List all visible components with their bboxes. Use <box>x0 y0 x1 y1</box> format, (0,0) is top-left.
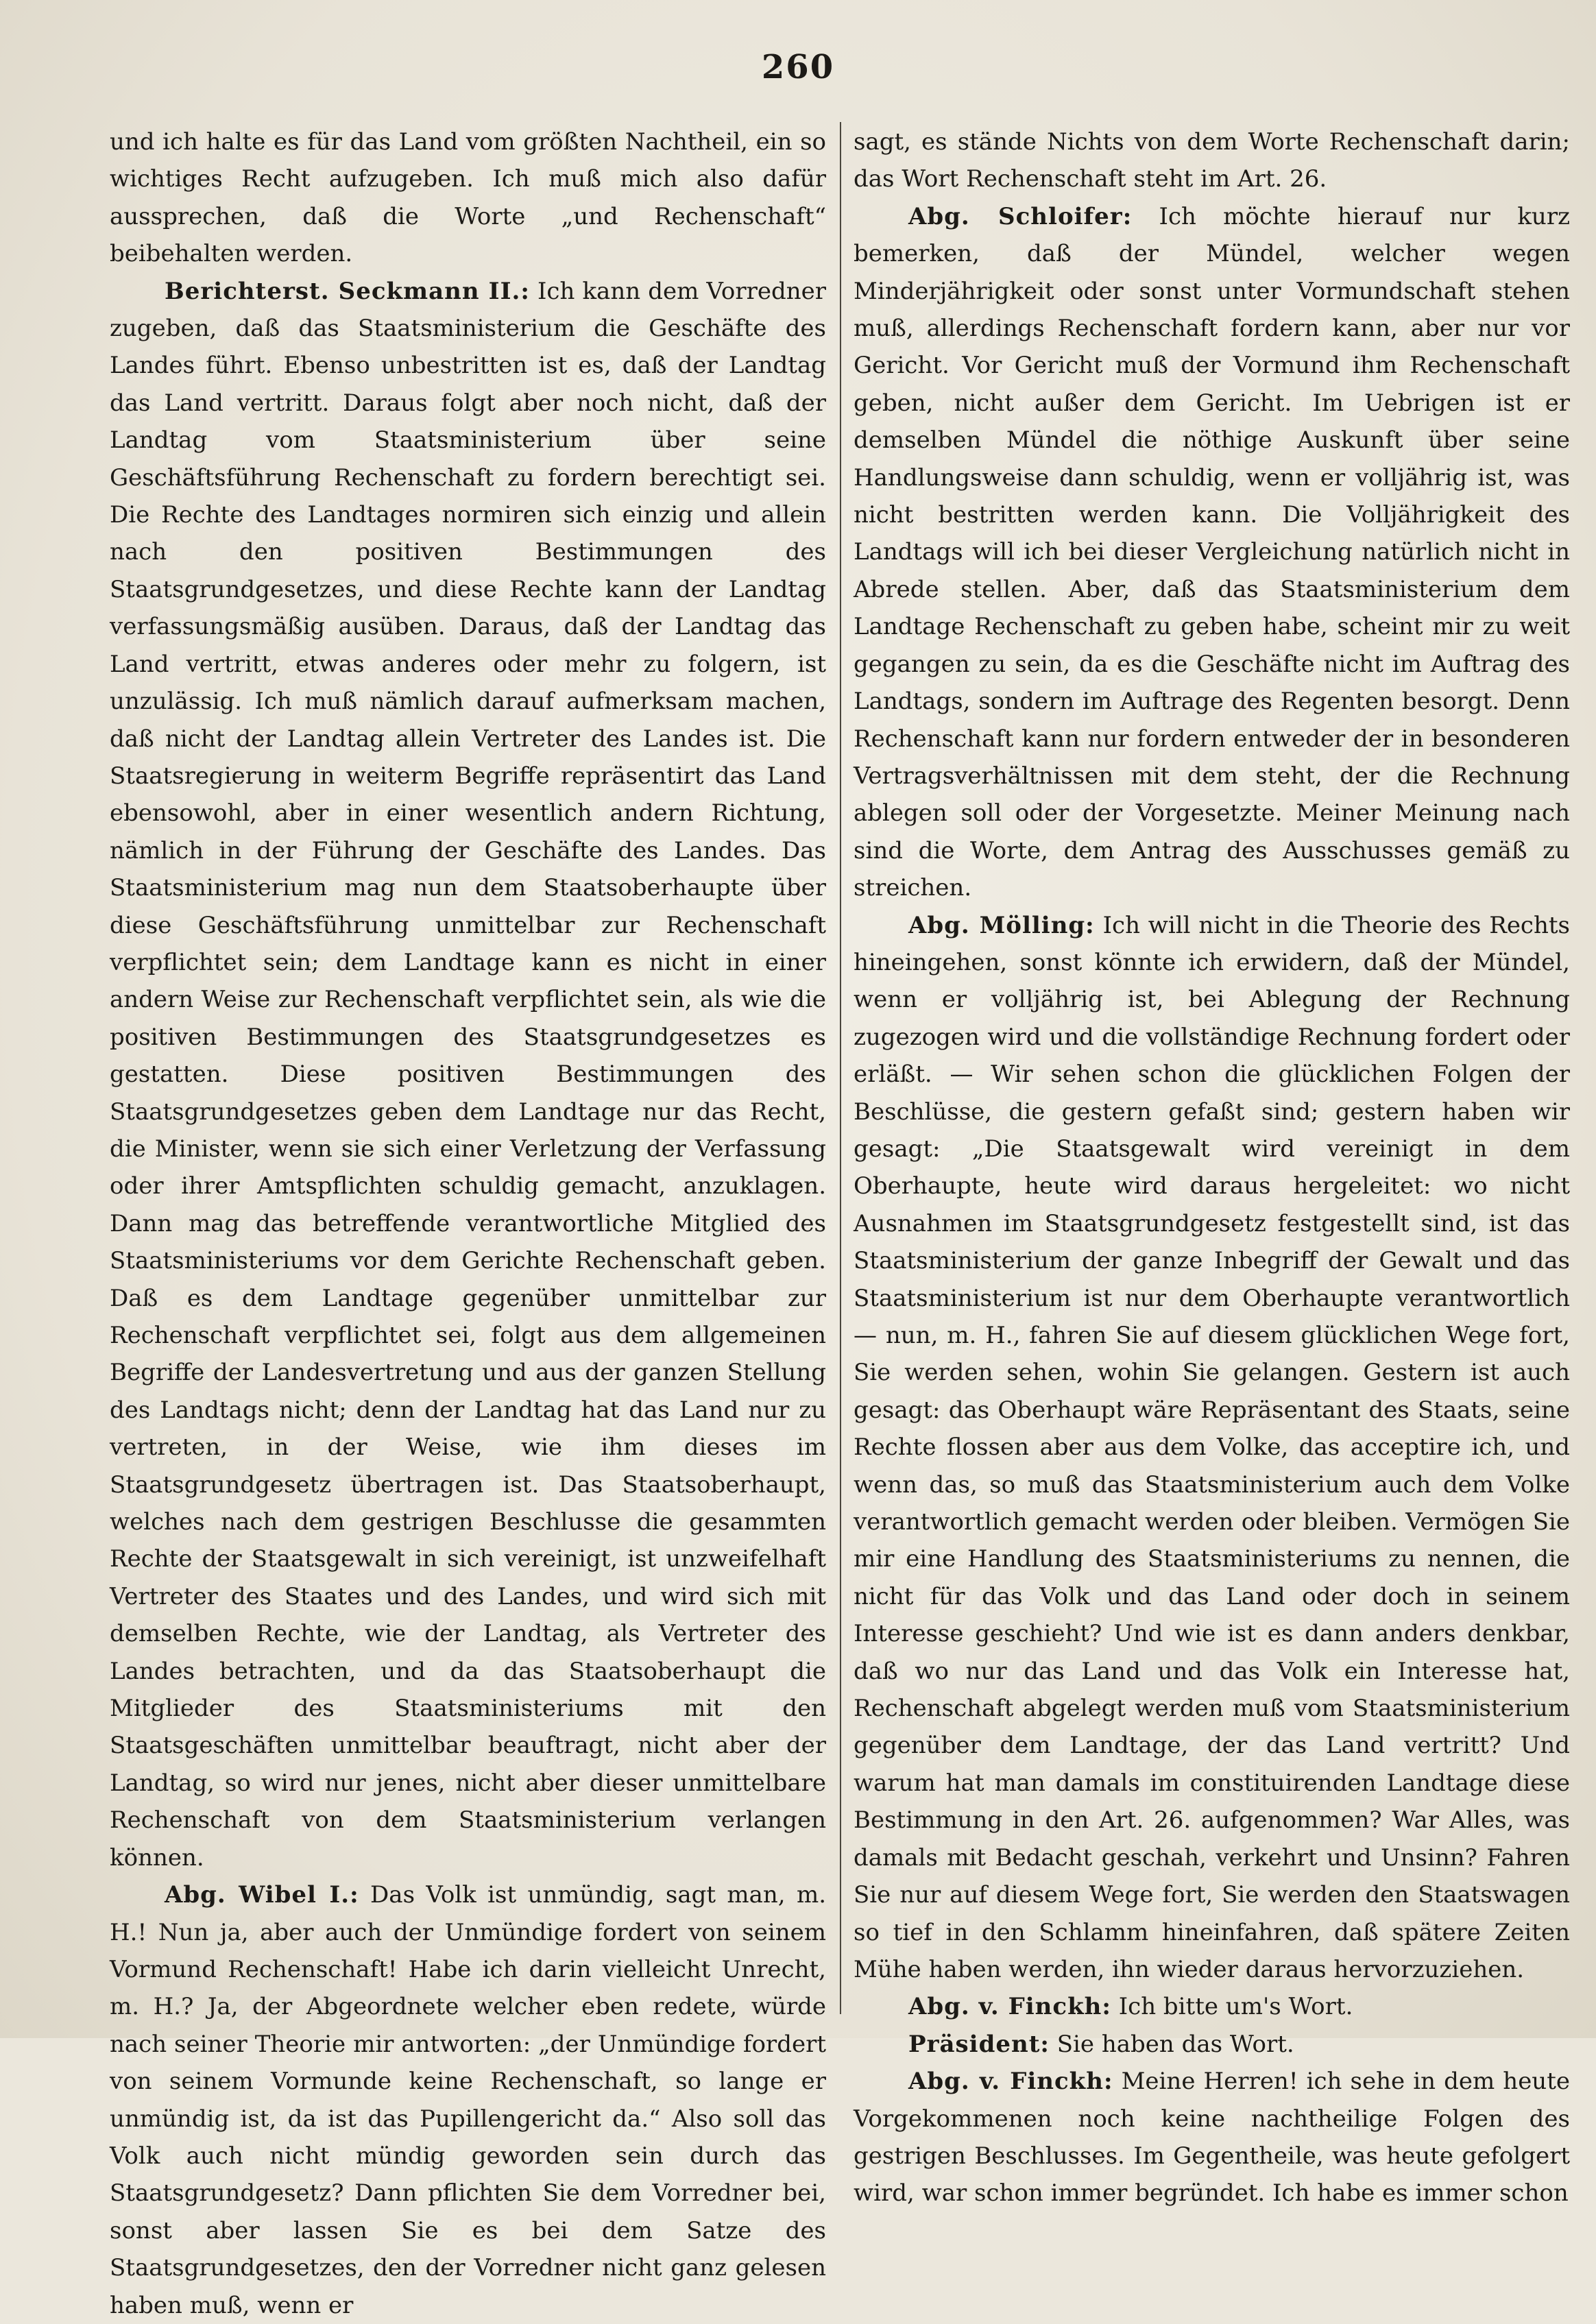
paragraph-text: Ich will nicht in die Theorie des Rechts hineingehen, sonst könnte ich erwidern, daß der Mündel, wenn er volljährig ist, bei Ablegung der Rechnung zugezogen wird und die vollständige Rechnung fordert oder erläßt. — Wir sehen schon die glücklichen Folgen der Beschlüsse, die gestern gefaßt sind; gestern haben wir gesagt: „Die Staatsgewalt wird vereinigt in dem Oberhaupte, heute wird daraus hergeleitet: wo nicht Ausnahmen im Staatsgrundgesetz festgestellt sind, ist das Staatsministerium der ganze Inbegriff der Gewalt und das Staatsministerium ist nur dem Oberhaupte verantwortlich — nun, m. H., fahren Sie auf diesem glücklichen Wege fort, Sie werden sehen, wohin Sie gelangen. Gestern ist auch gesagt: das Oberhaupt wäre Repräsentant des Staats, seine Rechte flossen aber aus dem Volke, das acceptire ich, und wenn das, so muß das Staatsministerium auch dem Volke verantwortlich gemacht werden oder bleiben. Vermögen Sie mir eine Handlung des Staatsministeriums zu nennen, die nicht für das Volk und das Land oder doch in seinem Interesse geschieht? Und wie ist es dann anders denkbar, daß wo nur das Land und das Volk ein Interesse hat, Rechenschaft abgelegt werden muß vom Staatsministerium gegenüber dem Landtage, der das Land vertritt? Und warum hat man damals im constituirenden Landtage diese Bestimmung in den Art. 26. aufgenommen? War Alles, was damals mit Bedacht geschah, verkehrt und Unsinn? Fahren Sie nur auf diesem Wege fort, Sie werden den Staatswagen so tief in den Schlamm hineinfahren, daß spätere Zeiten Mühe haben werden, ihn wieder daraus hervorzuziehen. <box>854 911 1570 1983</box>
paragraph-text: Ich möchte hierauf nur kurz bemerken, daß der Mündel, welcher wegen Minderjährigkeit oder sonst unter Vormundschaft stehen muß, allerdings Rechenschaft fordern kann, aber nur vor Gericht. Vor Gericht muß der Vormund ihm Rechenschaft geben, nicht außer dem Gericht. Im Uebrigen ist er demselben Mündel die nöthige Auskunft über seine Handlungsweise dann schuldig, wenn er volljährig ist, was nicht bestritten werden kann. Die Volljährigkeit des Landtags will ich bei dieser Vergleichung natürlich nicht in Abrede stellen. Aber, daß das Staatsministerium dem Landtage Rechenschaft zu geben habe, scheint mir zu weit gegangen zu sein, da es die Geschäfte nicht im Auftrag des Landtags, sondern im Auftrage des Regenten besorgt. Denn Rechenschaft kann nur fordern entweder der in besonderen Vertragsverhältnissen mit dem steht, der die Rechnung ablegen soll oder der Vorgesetzte. Meiner Meinung nach sind die Worte, dem Antrag des Ausschusses gemäß zu streichen. <box>854 202 1570 902</box>
paragraph-text: Das Volk ist unmündig, sagt man, m. H.! Nun ja, aber auch der Unmündige fordert von seinem Vormund Rechenschaft! Habe ich darin vielleicht Unrecht, m. H.? Ja, der Abgeordnete welcher eben redete, würde nach seiner Theorie mir antworten: „der Unmündige fordert von seinem Vormunde keine Rechenschaft, so lange er unmündig ist, da ist das Pupillengericht da.“ Also soll das Volk auch nicht mündig geworden sein durch das Staatsgrundgesetz? Dann pflichten Sie dem Vorredner bei, sonst aber lassen Sie es bei dem Satze des Staatsgrundgesetzes, den der Vorredner nicht ganz gelesen haben muß, wenn er <box>110 1881 827 2319</box>
speaker-name: Abg. Mölling: <box>908 911 1095 939</box>
paragraph-text: Meine Herren! ich sehe in dem heute Vorgekommenen noch keine nachtheilige Folgen des gestrigen Beschlusses. Im Gegentheile, was heute gefolgert wird, war schon immer begründet. Ich habe es immer schon <box>854 2068 1570 2207</box>
speaker-name: Präsident: <box>908 2030 1050 2058</box>
paragraph <box>854 1988 1570 2025</box>
speaker-name: Abg. v. Finckh: <box>908 2068 1113 2096</box>
speaker-name: Abg. Wibel I.: <box>165 1881 359 1909</box>
paragraph <box>110 1876 826 2324</box>
paragraph-text: sagt, es stände Nichts von dem Worte Rechenschaft darin; das Wort Rechenschaft steht im Art. 26. <box>854 128 1570 193</box>
paragraph-text: Ich kann dem Vorredner zugeben, daß das Staatsministerium die Geschäfte des Landes führt. Ebenso unbestritten ist es, daß der Landtag das Land vertritt. Daraus folgt aber noch nicht, daß der Landtag vom Staatsministerium über seine Geschäftsführung Rechenschaft zu fordern berechtigt sei. Die Rechte des Landtages normiren sich einzig und allein nach den positiven Bestimmungen des Staatsgrundgesetzes, und diese Rechte kann der Landtag verfassungsmäßig ausüben. Daraus, daß der Landtag das Land vertritt, etwas anderes oder mehr zu folgern, ist unzulässig. Ich muß nämlich darauf aufmerksam machen, daß nicht der Landtag allein Vertreter des Landes ist. Die Staatsregierung in weiterm Begriffe repräsentirt das Land ebensowohl, aber in einer wesentlich andern Richtung, nämlich in der Führung der Geschäfte des Landes. Das Staatsministerium mag nun dem Staatsoberhaupte über diese Geschäftsführung unmittelbar zur Rechenschaft verpflichtet sein; dem Landtage kann es nicht in einer andern Weise zur Rechenschaft verpflichtet sein, als wie die positiven Bestimmungen des Staatsgrundgesetzes es gestatten. Diese positiven Bestimmungen des Staatsgrundgesetzes geben dem Landtage nur das Recht, die Minister, wenn sie sich einer Verletzung der Verfassung oder ihrer Amtspflichten schuldig gemacht, anzuklagen. Dann mag das betreffende verantwortliche Mitglied des Staatsministeriums vor dem Gerichte Rechenschaft geben. Daß es dem Landtage gegenüber unmittelbar zur Rechenschaft verpflichtet sei, folgt aus dem allgemeinen Begriffe der Landesvertretung und aus der ganzen Stellung des Landtags nicht; denn der Landtag hat das Land nur zu vertreten, in der Weise, wie ihm dieses im Staatsgrundgesetz übertragen ist. Das Staatsoberhaupt, welches nach dem gestrigen Beschlusse die gesammten Rechte der Staatsgewalt in sich vereinigt, ist unzweifelhaft Vertreter des Staates und des Landes, und wird sich mit demselben Rechte, wie der Landtag, als Vertreter des Landes betrachten, und da das Staatsoberhaupt die Mitglieder des Staatsministeriums mit den Staatsgeschäften unmittelbar beauftragt, nicht aber der Landtag, so wird nur jenes, nicht aber dieser unmittelbare Rechenschaft von dem Staatsministerium verlangen können. <box>110 277 826 1872</box>
paragraph <box>854 907 1570 1989</box>
right-column <box>854 123 1570 2207</box>
page-number: 260 <box>761 48 835 86</box>
paragraph <box>854 198 1570 907</box>
paragraph <box>854 123 1570 198</box>
paragraph <box>854 2026 1570 2063</box>
speaker-name: Abg. Schloifer: <box>908 202 1133 230</box>
speaker-name: Abg. v. Finckh: <box>908 1993 1111 2021</box>
paragraph-text: und ich halte es für das Land vom größten Nachtheil, ein so wichtiges Recht aufzugeben. Ich muß mich also dafür aussprechen, daß die Worte „und Rechenschaft“ beibehalten werden. <box>110 128 826 268</box>
left-column <box>110 123 827 2319</box>
paragraph-text: Sie haben das Wort. <box>1056 2030 1294 2058</box>
paragraph <box>854 2063 1570 2212</box>
column-divider <box>840 122 841 2014</box>
speaker-name: Berichterst. Seckmann II.: <box>165 277 530 305</box>
paragraph <box>110 273 826 1876</box>
paragraph <box>110 123 826 273</box>
paragraph-text: Ich bitte um's Wort. <box>1118 1993 1353 2021</box>
